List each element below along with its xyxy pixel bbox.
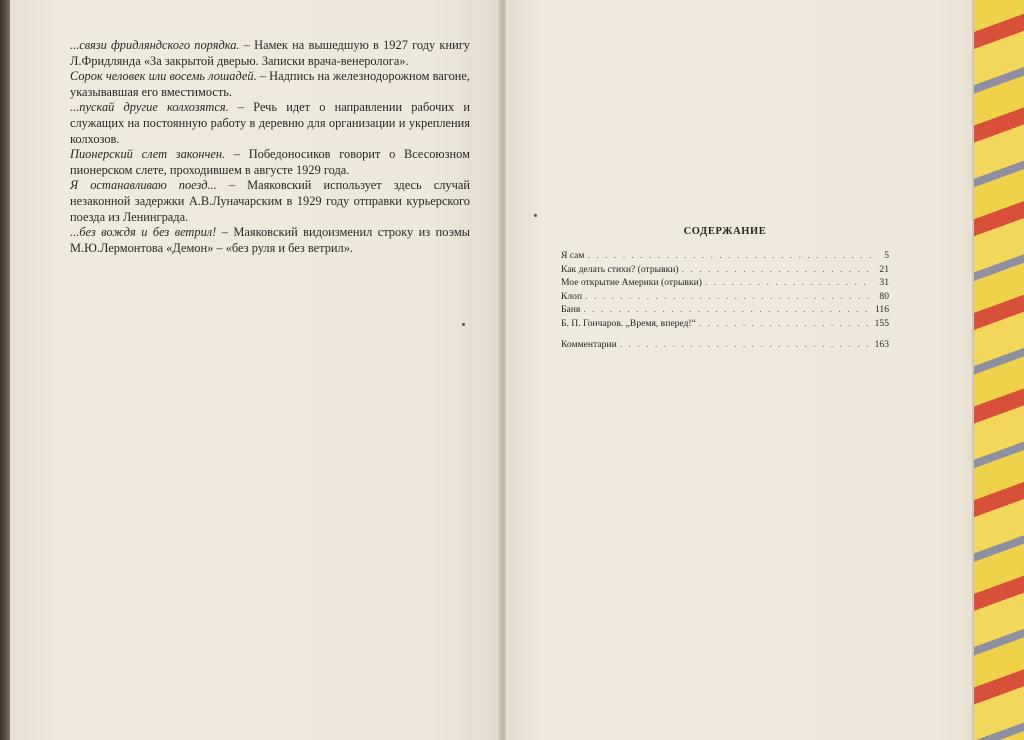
- toc-entry-label: Баня: [561, 304, 581, 315]
- toc-entry-label: Б. П. Гончаров. „Время, вперед!“: [561, 317, 696, 329]
- note-item: [70, 38, 470, 69]
- toc-entry[interactable]: [561, 304, 889, 318]
- table-of-contents: [561, 250, 889, 353]
- toc-entry[interactable]: [561, 291, 889, 305]
- toc-entry-page: 31: [879, 277, 889, 288]
- toc-entry-label: Я сам: [561, 250, 585, 261]
- note-item: [70, 147, 470, 178]
- toc-entry-label: Клоп: [561, 290, 583, 302]
- note-term: Сорок человек или восемь лошадей.: [70, 69, 257, 84]
- toc-leader-dots: [699, 318, 872, 329]
- toc-entry[interactable]: [561, 339, 889, 353]
- right-page: [506, 0, 974, 740]
- toc-entry-label: Мое открытие Америки (отрывки): [561, 277, 702, 288]
- toc-entry-page: 80: [879, 290, 889, 302]
- note-term: ...связи фридляндского порядка.: [70, 38, 240, 52]
- note-text: – Речь идет о направлении рабочих и служащих на постоянную работу в деревню для организации и укрепления колхозов.: [70, 100, 471, 146]
- note-term: Пионерский слет закончен.: [70, 147, 226, 162]
- print-speck: [534, 214, 537, 217]
- toc-leader-dots: [620, 339, 872, 350]
- note-text: – Намек на вышедшую в 1927 году книгу Л.Фридлянда «За закрытой дверью. Записки врача-венеролога».: [70, 38, 470, 68]
- toc-entry-page: 116: [874, 304, 889, 315]
- toc-leader-dots: [588, 250, 872, 261]
- note-item: [70, 69, 470, 100]
- note-text: – Маяковский использует здесь случай незаконной задержки А.В.Луначарским в 1929 году отправки курьерского поезда из Ленинграда.: [70, 178, 470, 224]
- note-text: – Победоносиков говорит о Всесоюзном пионерском слете, проходившем в августе 1929 года.: [70, 147, 470, 177]
- cover-edge: [972, 0, 1024, 740]
- toc-leader-dots: [705, 277, 872, 288]
- toc-entry[interactable]: [561, 250, 889, 264]
- toc-title: СОДЕРЖАНИЕ: [683, 226, 767, 237]
- toc-entry-page: 155: [874, 317, 889, 329]
- note-item: [70, 100, 470, 147]
- toc-entry-page: 163: [874, 339, 889, 350]
- note-text: – Маяковский видоизменил строку из поэмы М.Ю.Лермонтова «Демон» – «без руля и без ветрил».: [70, 225, 470, 255]
- toc-entry-label: Комментарии: [561, 339, 617, 350]
- commentary-notes: [70, 38, 470, 256]
- toc-entry-page: 5: [884, 250, 889, 261]
- note-term: ...пускай другие колхозятся.: [70, 100, 229, 115]
- note-term: ...без вождя и без ветрил!: [70, 225, 217, 240]
- note-item: [70, 178, 470, 225]
- toc-entry-label: Как делать стихи? (отрывки): [561, 263, 679, 275]
- note-item: [70, 225, 470, 256]
- toc-leader-dots: [682, 264, 872, 275]
- toc-leader-dots: [583, 304, 872, 315]
- toc-entry[interactable]: [561, 264, 889, 278]
- note-term: Я останавливаю поезд...: [70, 178, 217, 193]
- toc-entry[interactable]: [561, 318, 889, 332]
- note-text: – Надпись на железнодорожном вагоне, указывавшая его вместимость.: [70, 69, 470, 99]
- toc-entry[interactable]: [561, 277, 889, 291]
- toc-leader-dots: [585, 291, 872, 302]
- toc-entry-page: 21: [879, 263, 889, 275]
- print-speck: [462, 323, 465, 326]
